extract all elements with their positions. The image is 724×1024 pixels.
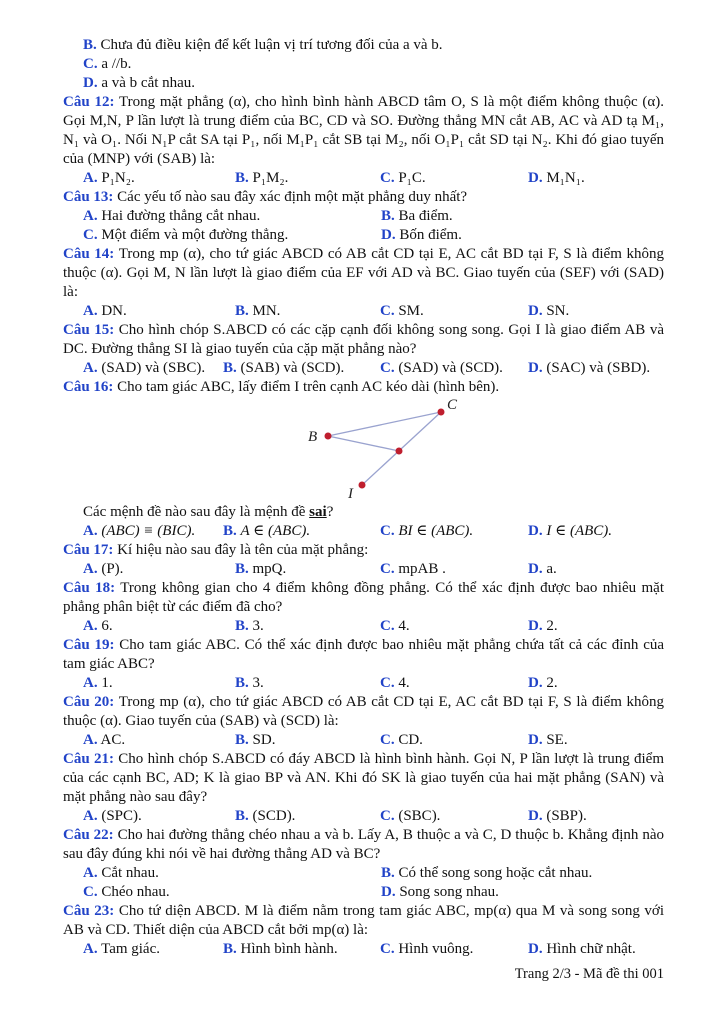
option-letter: C. [380,360,395,376]
option-letter: A. [83,808,98,824]
option [528,940,636,959]
option [528,674,558,693]
option-letter: B. [235,675,249,691]
question-text: Cho hai đường thẳng chéo nhau a và b. Lấy A, B thuộc a và C, D thuộc b. Khẳng định nào sau đây đúng khi nói về hai đường thẳng AD và BC? [63,827,664,862]
question-16-options [63,522,664,541]
option-letter: B. [235,561,249,577]
prompt-text: Các mệnh đề nào sau đây là mệnh đề [83,504,310,520]
option-letter: A. [83,303,98,319]
option [83,560,123,579]
option-letter: C. [380,808,395,824]
option-text: 2. [546,675,558,691]
option-letter: A. [83,561,98,577]
option-letter: B. [235,170,249,186]
option-letter: D. [528,523,543,539]
option [235,731,275,750]
question-text: Trong mặt phẳng (α), cho hình bình hành ABCD tâm O, S là một điểm không thuộc (α). Gọi M,N, P lần lượt là trung điểm của BC, CD và SO. Đường thẳng MN cắt AB, AC và AD tạ M₁, N₁ và O₁. Nối N₁P cắt SA tại P₁, nối M₁P₁ cắt SB tại M₂, nối O₁P₁ cắt SD tại N₂. Khi đó giao tuyến của (MNP) với (SAB) là: [63,94,665,167]
segment-BC [328,412,441,436]
intro-option-row [63,36,664,55]
option-text: SN. [546,303,570,319]
point-I-label: I [348,486,353,502]
option [83,807,142,826]
option [528,807,587,826]
option [83,883,170,902]
question-text: Cho tứ diện ABCD. M là điểm nằm trong tam giác ABC, mp(α) qua M và song song với AB và CD. Thiết diện của ABCD cắt bởi mp(α) là: [63,903,665,938]
option-letter: D. [528,732,543,748]
question-15-options [63,359,664,378]
option [380,940,473,959]
option-letter: A. [83,865,98,881]
option [380,359,503,378]
option-letter: B. [235,618,249,634]
option-letter: D. [528,170,543,186]
option [528,302,569,321]
option-text: Cắt nhau. [101,865,159,881]
question-text: Cho hình chóp S.ABCD có đáy ABCD là hình bình hành. Gọi N, P lần lượt là trung điểm của các cạnh BC, AD; K là giao BP và AN. Khi đó SK là giao tuyến của hai mặt phẳng (SAN) và mặt phẳng nào sau đây? [63,751,664,805]
option [223,940,338,959]
option-text: (SBC). [398,808,441,824]
option [528,560,557,579]
option [380,674,410,693]
option-text: Chéo nhau. [101,884,170,900]
option-letter: B. [223,360,237,376]
question-18 [63,579,664,617]
question-number: Câu 16: [63,379,114,395]
question-16 [63,378,664,397]
option [381,883,499,902]
option [235,674,264,693]
question-23-options [63,940,664,959]
option [235,302,280,321]
option-letter: C. [83,227,98,243]
option-letter: C. [83,884,98,900]
option-text: P₁M₂. [252,170,289,186]
option [528,522,612,541]
intro-option-row [63,55,664,74]
option-text: 3. [252,618,264,634]
option [83,674,113,693]
option-text: SD. [252,732,276,748]
option-text: Có thể song song hoặc cắt nhau. [398,865,593,881]
question-text: Các yếu tố nào sau đây xác định một mặt phẳng duy nhất? [117,189,468,205]
option [381,207,453,226]
option-letter: D. [83,75,98,91]
option-text: (P). [101,561,124,577]
question-text: Trong mp (α), cho tứ giác ABCD có AB cắt CD tại E, AC cắt BD tại F, S là điểm không thuộc (α). Gọi M, N lần lượt là giao điểm của EF với AD và BC. Giao tuyến của (SEF) với (SAD) là: [63,246,665,300]
question-22-options-row1 [63,864,664,883]
option [83,940,160,959]
option-letter: D. [528,675,543,691]
question-19 [63,636,664,674]
option [381,864,592,883]
question-number: Câu 15: [63,322,115,338]
option-letter: A. [83,675,98,691]
point-C-dot [438,409,445,416]
option-text: Một điểm và một đường thẳng. [101,227,289,243]
option-text: P₁C. [398,170,426,186]
question-22-options-row2 [63,883,664,902]
option [235,560,286,579]
option [83,522,195,541]
question-17 [63,541,664,560]
option-letter: D. [528,941,543,957]
question-text: Trong mp (α), cho tứ giác ABCD có AB cắt CD tại E, AC cắt BD tại F, S là điểm không thuộc (α). Giao tuyến của (SAB) và (SCD) là: [63,694,665,729]
option [528,359,650,378]
option [528,731,568,750]
question-text: Cho tam giác ABC, lấy điểm I trên cạnh AC kéo dài (hình bên). [117,379,500,395]
option-text: DN. [101,303,127,319]
question-number: Câu 20: [63,694,115,710]
option-text: a. [546,561,557,577]
question-number: Câu 21: [63,751,114,767]
question-13 [63,188,664,207]
option-text: (SAC) và (SBD). [546,360,651,376]
option-text: Hình chữ nhật. [546,941,636,957]
option [83,74,195,93]
option-text: Song song nhau. [399,884,499,900]
question-13-options-row1 [63,207,664,226]
option-letter: A. [83,208,98,224]
question-number: Câu 14: [63,246,115,262]
question-12 [63,93,664,169]
option-letter: B. [223,941,237,957]
option-letter: C. [380,303,395,319]
triangle-figure [63,397,664,503]
option-letter: D. [528,303,543,319]
option-text: (SAD) và (SBC). [101,360,206,376]
option-letter: A. [83,732,98,748]
option-text: Chưa đủ điều kiện để kết luận vị trí tương đối của a và b. [100,37,443,53]
option-text: M₁N₁. [546,170,585,186]
segment-CI [362,412,441,485]
option [83,36,443,55]
question-22 [63,826,664,864]
question-number: Câu 17: [63,542,114,558]
option-letter: A. [83,618,98,634]
option-text: (SAD) và (SCD). [398,360,503,376]
option-letter: B. [381,208,395,224]
question-19-options [63,674,664,693]
question-number: Câu 12: [63,94,115,110]
option-text: Tam giác. [101,941,161,957]
question-number: Câu 23: [63,903,115,919]
option-letter: C. [380,170,395,186]
option-letter: D. [528,808,543,824]
option-text: P₁N₂. [101,170,135,186]
question-23 [63,902,664,940]
option-letter: C. [380,561,395,577]
option-letter: A. [83,170,98,186]
prompt-emphasis: sai [309,504,327,520]
option-text: Hình vuông. [398,941,474,957]
option-letter: A. [83,941,98,957]
question-20-options [63,731,664,750]
option-letter: B. [83,37,97,53]
option-text: mpQ. [252,561,287,577]
option-text: mpAB . [398,561,446,577]
question-21 [63,750,664,807]
option-text: a //b. [101,56,132,72]
question-number: Câu 18: [63,580,116,596]
question-text: Cho hình chóp S.ABCD có các cặp cạnh đối không song song. Gọi I là giao điểm AB và DC. Đường thẳng SI là giao tuyến của cặp mặt phẳng nào? [63,322,665,357]
option-letter: D. [381,227,396,243]
option [223,522,310,541]
question-16-prompt [63,503,664,522]
option-text: 4. [398,675,410,691]
option [380,731,423,750]
question-21-options [63,807,664,826]
option [83,359,205,378]
option-letter: D. [528,561,543,577]
option-letter: A. [83,523,98,539]
option-letter: C. [380,523,395,539]
option [235,617,264,636]
option-letter: C. [83,56,98,72]
option [223,359,344,378]
prompt-text: ? [326,504,334,520]
option-letter: D. [528,618,543,634]
option-letter: D. [528,360,543,376]
option-letter: C. [380,675,395,691]
option-text: SM. [398,303,424,319]
option-letter: B. [235,303,249,319]
option [83,55,131,74]
page-footer: Trang 2/3 - Mã đề thi 001 [514,966,664,982]
question-12-options [63,169,664,188]
option-text: I ∈ (ABC). [546,523,613,539]
option-text: Ba điểm. [398,208,453,224]
option-letter: B. [235,732,249,748]
option-text: 2. [546,618,558,634]
question-text: Trong không gian cho 4 điểm không đồng phẳng. Có thể xác định được bao nhiêu mặt phẳng phân biệt từ các điểm đã cho? [63,580,664,615]
option [83,302,127,321]
exam-content [63,36,664,959]
option [83,207,260,226]
option [380,560,446,579]
point-C-label: C [447,397,458,413]
option [380,522,473,541]
option [528,169,585,188]
question-14 [63,245,664,302]
question-text: Cho tam giác ABC. Có thể xác định được bao nhiêu mặt phẳng chứa tất cả các đỉnh của tam giác ABC? [63,637,665,672]
point-B-label: B [308,429,318,445]
option [83,864,159,883]
option-text: Bốn điểm. [399,227,462,243]
option-letter: D. [381,884,396,900]
option-text: AC. [100,732,126,748]
point-A-dot [396,448,403,455]
option-text: (SAB) và (SCD). [240,360,345,376]
question-text: Kí hiệu nào sau đây là tên của mặt phẳng: [117,542,369,558]
intro-option-row [63,74,664,93]
triangle-figure-svg [300,397,530,503]
option-text: 3. [252,675,264,691]
option-text: (SBP). [546,808,587,824]
option [381,226,462,245]
option-text: 1. [101,675,113,691]
option-text: (SPC). [101,808,142,824]
question-13-options-row2 [63,226,664,245]
option-letter: A. [83,360,98,376]
option [380,807,440,826]
question-number: Câu 19: [63,637,115,653]
option [380,302,424,321]
point-B-dot [325,433,332,440]
option-letter: C. [380,618,395,634]
question-number: Câu 22: [63,827,114,843]
option-text: CD. [398,732,423,748]
option-text: BI ∈ (ABC). [398,523,474,539]
option-letter: B. [381,865,395,881]
option [528,617,558,636]
segment-BA [328,436,399,451]
option-text: Hai đường thẳng cắt nhau. [101,208,261,224]
option-text: MN. [252,303,281,319]
option-text: A ∈ (ABC). [240,523,311,539]
question-14-options [63,302,664,321]
question-17-options [63,560,664,579]
option [83,169,135,188]
option [235,169,288,188]
option [83,617,113,636]
question-20 [63,693,664,731]
question-18-options [63,617,664,636]
option-text: 4. [398,618,410,634]
option-text: 6. [101,618,113,634]
option-letter: B. [235,808,249,824]
option-text: (ABC) ≡ (BIC). [101,523,196,539]
option-text: a và b cắt nhau. [101,75,196,91]
question-number: Câu 13: [63,189,114,205]
option-text: SE. [546,732,568,748]
option [83,731,125,750]
option-letter: B. [223,523,237,539]
option-text: Hình bình hành. [240,941,338,957]
point-I-dot [359,482,366,489]
option-text: (SCD). [252,808,296,824]
option [83,226,288,245]
option [235,807,295,826]
option-letter: C. [380,732,395,748]
option-letter: C. [380,941,395,957]
option [380,617,410,636]
option [380,169,426,188]
question-15 [63,321,664,359]
